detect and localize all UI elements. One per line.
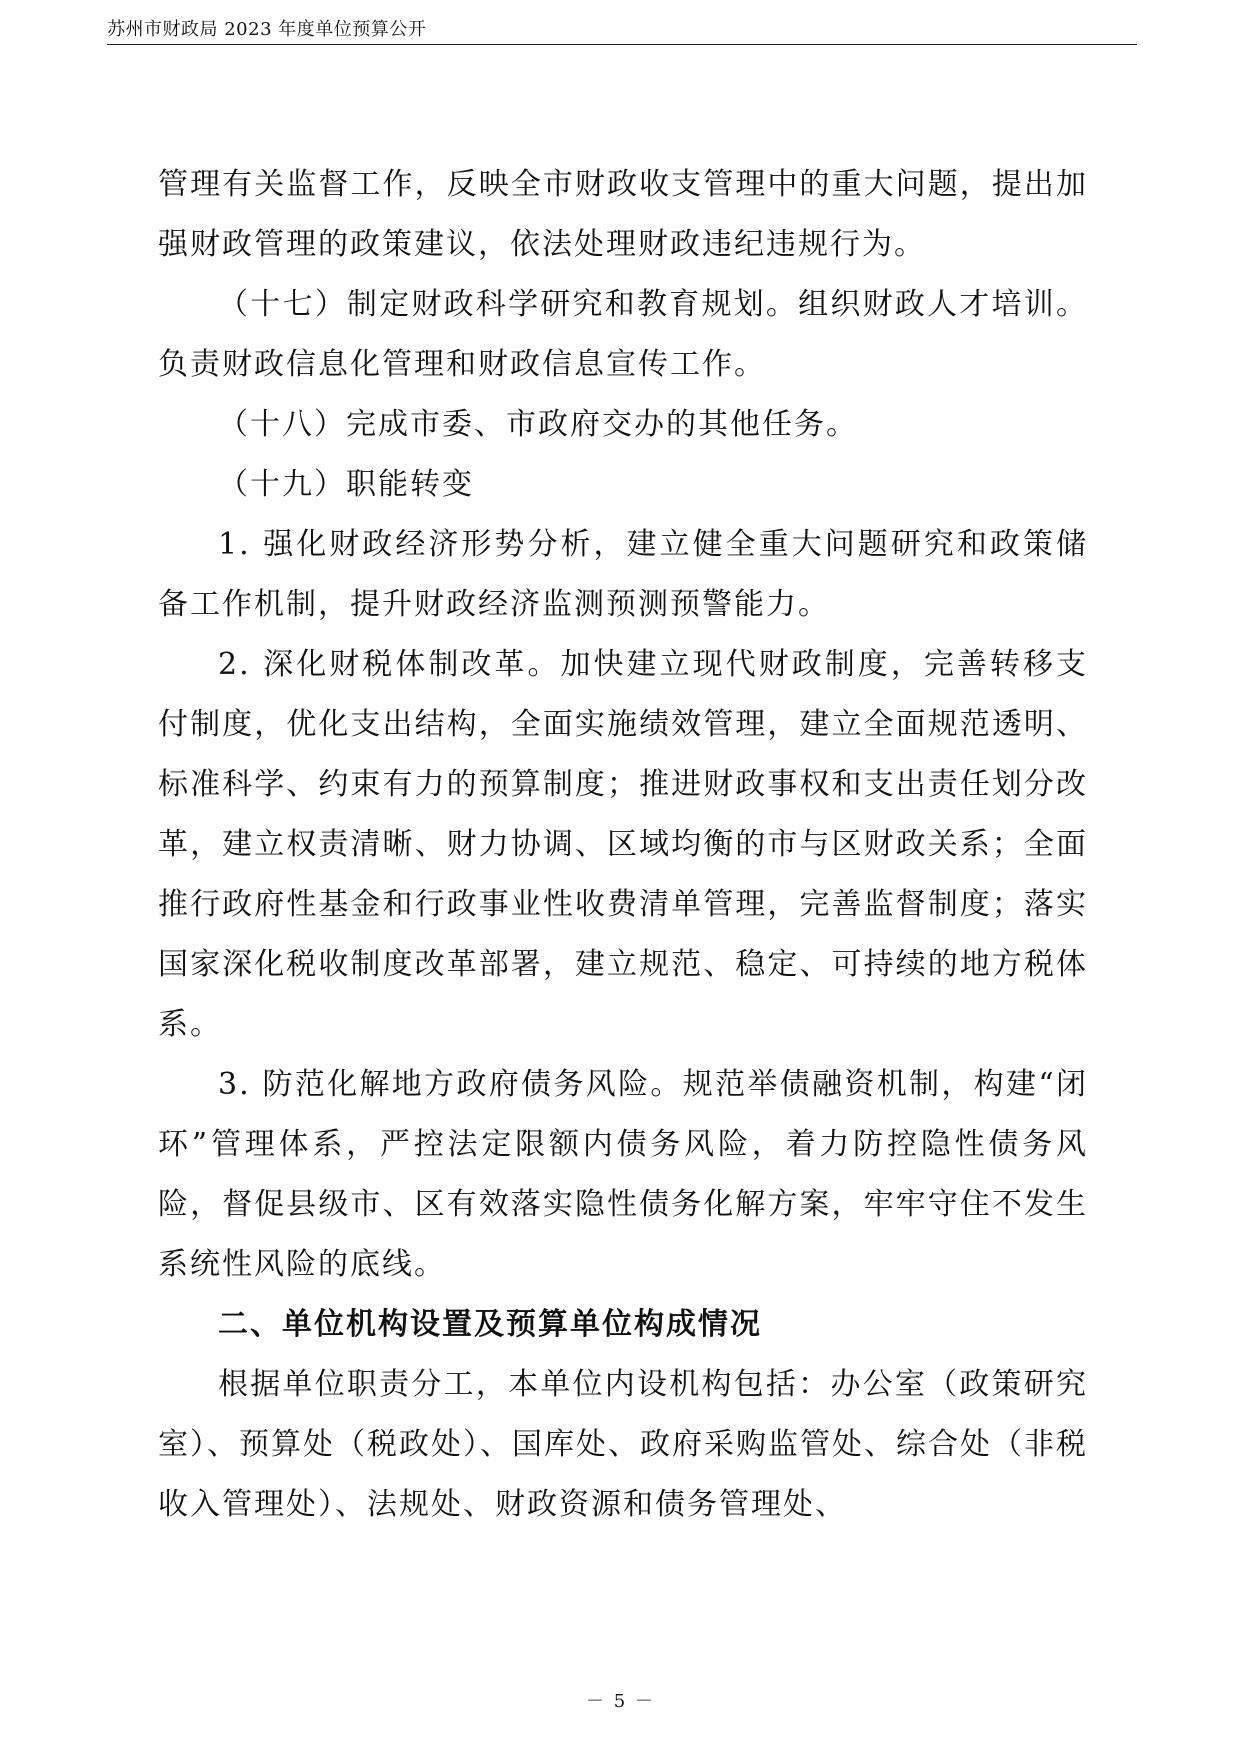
paragraph-item-18: （十八）完成市委、市政府交办的其他任务。 <box>218 407 858 442</box>
paragraph-point-3: 3. 防范化解地方政府债务风险。规范举债融资机制，构建“闭环”管理体系，严控法定限额内债务风险，着力防控隐性债务风险，督促县级市、区有效落实隐性债务化解方案，牢牢守住不发生系统性风险的底线。 <box>158 1067 1088 1282</box>
section-heading: 二、单位机构设置及预算单位构成情况 <box>218 1307 762 1342</box>
page-number: － 5 － <box>586 1691 655 1712</box>
paragraph-point-1: 1. 强化财政经济形势分析，建立健全重大问题研究和政策储备工作机制，提升财政经济监测预测预警能力。 <box>158 527 1088 622</box>
paragraph-section-intro: 根据单位职责分工，本单位内设机构包括：办公室（政策研究室）、预算处（税政处）、国库处、政府采购监管处、综合处（非税收入管理处）、法规处、财政资源和债务管理处、 <box>158 1367 1088 1522</box>
document-body <box>158 155 1088 1535</box>
paragraph-item-17: （十七）制定财政科学研究和教育规划。组织财政人才培训。负责财政信息化管理和财政信息宣传工作。 <box>158 287 1088 382</box>
page-header <box>107 18 1137 45</box>
paragraph-point-2: 2. 深化财税体制改革。加快建立现代财政制度，完善转移支付制度，优化支出结构，全面实施绩效管理，建立全面规范透明、标准科学、约束有力的预算制度；推进财政事权和支出责任划分改革，建立权责清晰、财力协调、区域均衡的市与区财政关系；全面推行政府性基金和行政事业性收费清单管理，完善监督制度；落实国家深化税收制度改革部署，建立规范、稳定、可持续的地方税体系。 <box>158 647 1088 1042</box>
paragraph-continuation: 管理有关监督工作，反映全市财政收支管理中的重大问题，提出加强财政管理的政策建议，依法处理财政违纪违规行为。 <box>158 167 1088 262</box>
paragraph-item-19-heading: （十九）职能转变 <box>218 467 474 502</box>
header-title: 苏州市财政局 2023 年度单位预算公开 <box>107 19 427 40</box>
